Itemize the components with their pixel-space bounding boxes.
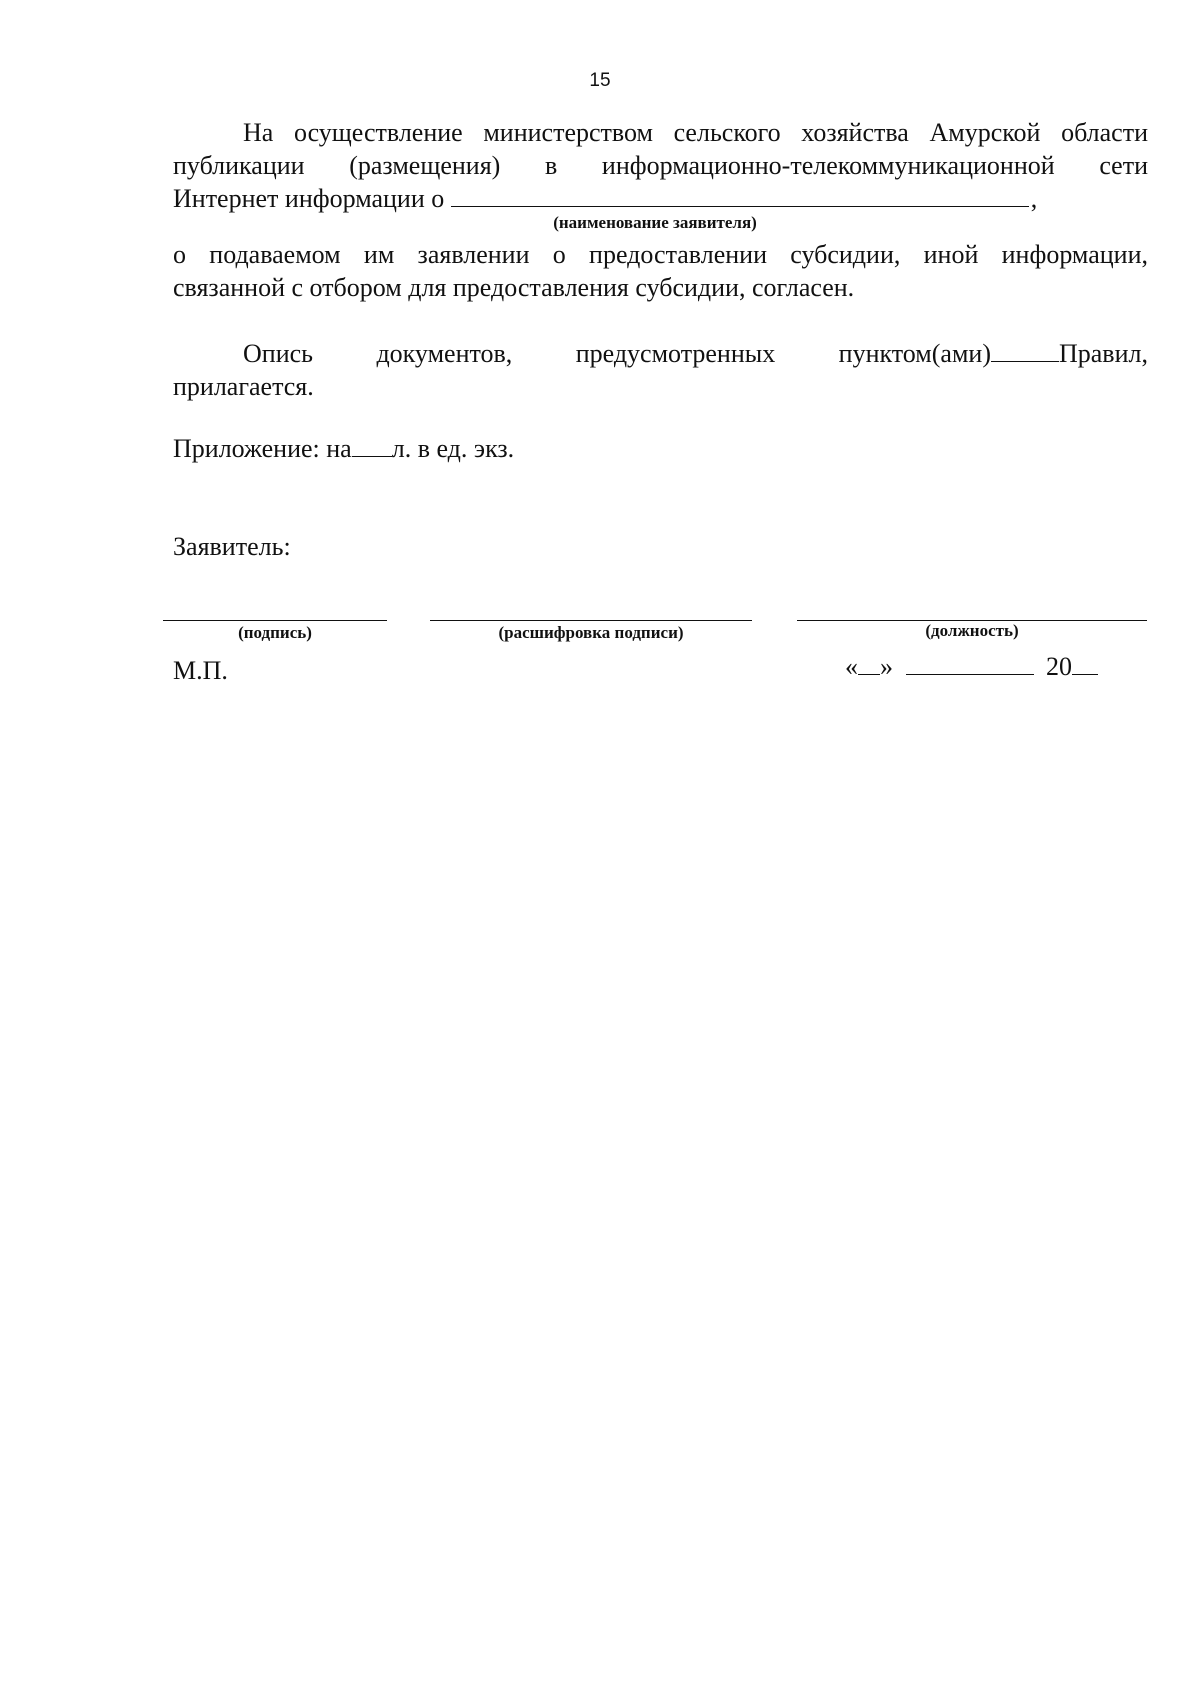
applicant-name-blank[interactable] — [451, 182, 1029, 207]
inventory-suffix: Правил, — [1058, 339, 1148, 368]
consent-line-4: о подаваемом им заявлении о предоставлении субсидии, иной информации, — [173, 240, 1148, 269]
date-open-quote: « — [845, 652, 858, 681]
attachment-pages-blank[interactable] — [352, 432, 392, 457]
date-month-blank[interactable] — [906, 650, 1034, 675]
consent-line-3-suffix: , — [1030, 184, 1038, 213]
inventory-points-label: пунктом(ами) — [838, 339, 991, 368]
attachment-line — [173, 432, 1148, 465]
date-day-blank[interactable] — [858, 650, 880, 675]
signature-caption: (подпись) — [238, 623, 312, 642]
page-number: 15 — [589, 70, 611, 91]
applicant-name-caption: (наименование заявителя) — [553, 213, 757, 232]
date-close-quote: » — [880, 652, 893, 681]
signature-decryption-line[interactable] — [430, 620, 752, 621]
inventory-line-1 — [173, 337, 1148, 370]
inventory-word-2: документов, — [376, 339, 513, 368]
date-year-blank[interactable] — [1072, 650, 1098, 675]
date-block — [845, 650, 1098, 683]
attachment-prefix: Приложение: на — [173, 434, 352, 463]
consent-line-3-prefix: Интернет информации о — [173, 184, 445, 213]
stamp-label: М.П. — [173, 656, 228, 685]
inventory-word-4 — [839, 337, 1148, 370]
consent-line-2: публикации (размещения) в информационно-телекоммуникационной сети — [173, 151, 1148, 180]
inventory-word-1: Опись — [243, 339, 314, 368]
position-caption: (должность) — [925, 621, 1019, 640]
decryption-caption: (расшифровка подписи) — [498, 623, 684, 642]
signature-line[interactable] — [163, 620, 387, 621]
applicant-label: Заявитель: — [173, 532, 291, 561]
inventory-word-3: предусмотренных — [575, 339, 776, 368]
consent-line-1: На осуществление министерством сельского хозяйства Амурской области — [243, 118, 1148, 147]
inventory-points-blank[interactable] — [991, 337, 1059, 362]
attachment-suffix: л. в ед. экз. — [391, 434, 515, 463]
date-year-prefix: 20 — [1046, 652, 1072, 681]
consent-line-5: связанной с отбором для предоставления субсидии, согласен. — [173, 273, 855, 302]
inventory-line-2: прилагается. — [173, 372, 314, 401]
consent-line-3 — [173, 182, 1148, 215]
